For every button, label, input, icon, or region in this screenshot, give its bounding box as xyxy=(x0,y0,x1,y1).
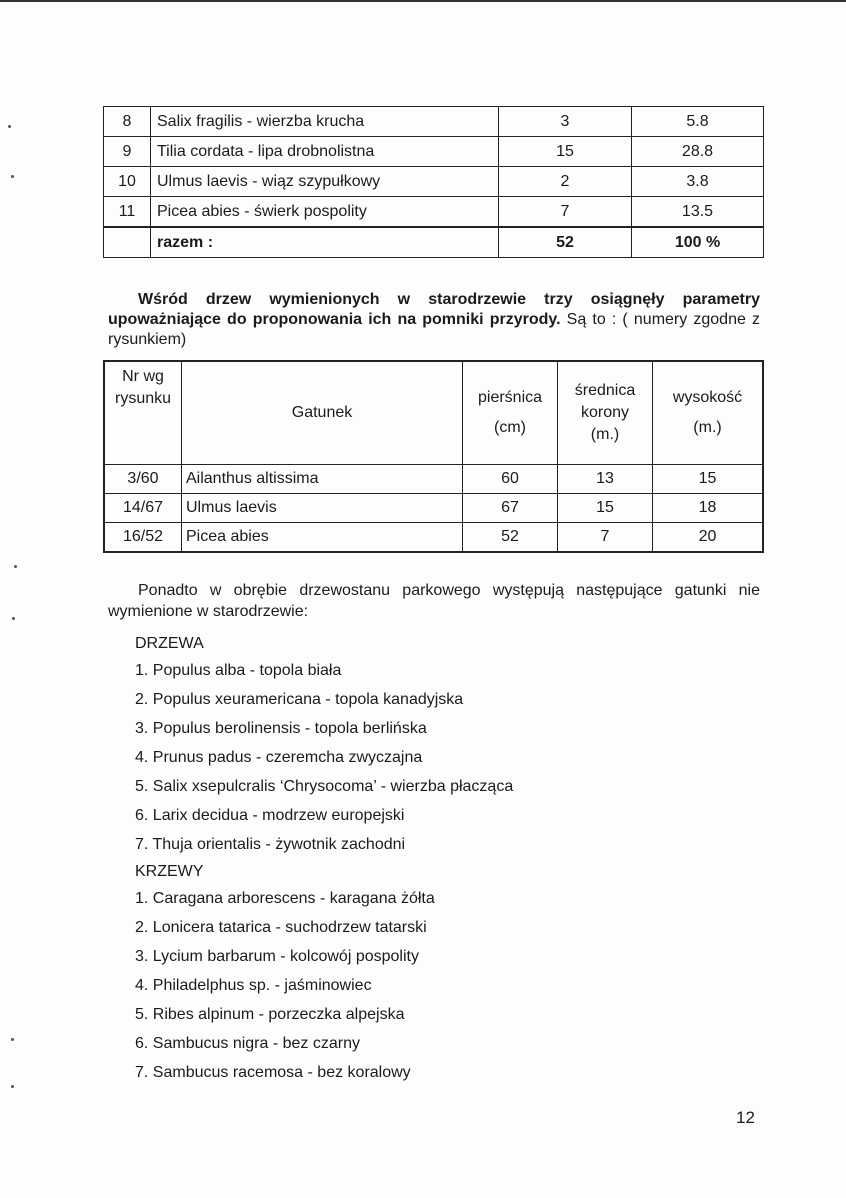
species-name: Picea abies xyxy=(182,523,463,553)
tree-count: 7 xyxy=(499,197,632,228)
crown-value: 15 xyxy=(558,494,653,523)
list-item: 2. Populus xeuramericana - topola kanadyjska xyxy=(135,691,464,708)
header-nr-line2: rysunku xyxy=(114,390,172,407)
list-item: 5. Salix xsepulcralis ‘Chrysocoma’ - wierzba płacząca xyxy=(135,778,514,795)
scan-speck xyxy=(14,565,17,568)
header-dbh xyxy=(463,361,558,465)
monuments-paragraph xyxy=(108,290,760,350)
table-row xyxy=(104,197,764,228)
scan-speck xyxy=(11,1085,14,1088)
figure-number: 14/67 xyxy=(104,494,182,523)
row-number: 9 xyxy=(104,137,151,167)
header-height xyxy=(653,361,764,465)
species-count-table xyxy=(103,106,764,258)
page-top-edge xyxy=(0,0,846,2)
table-header-row xyxy=(104,361,763,465)
list-item: 7. Sambucus racemosa - bez koralowy xyxy=(135,1064,411,1081)
table-row xyxy=(104,494,763,523)
list-item: 6. Larix decidua - modrzew europejski xyxy=(135,807,405,824)
dbh-value: 52 xyxy=(463,523,558,553)
total-row xyxy=(104,227,764,258)
species-name: Picea abies - świerk pospolity xyxy=(151,197,499,228)
crown-value: 13 xyxy=(558,465,653,494)
empty-cell xyxy=(104,227,151,258)
scan-speck xyxy=(8,125,11,128)
header-height-line1: wysokość xyxy=(672,389,743,406)
table-row xyxy=(104,107,764,137)
header-crown-line3: (m.) xyxy=(590,426,620,443)
list-item: 1. Populus alba - topola biała xyxy=(135,662,342,679)
tree-count: 15 xyxy=(499,137,632,167)
percent-share: 5.8 xyxy=(632,107,764,137)
scan-speck xyxy=(12,617,15,620)
species-name: Ailanthus altissima xyxy=(182,465,463,494)
list-item: 2. Lonicera tatarica - suchodrzew tatarski xyxy=(135,919,427,936)
shrubs-heading: KRZEWY xyxy=(135,863,204,880)
height-value: 20 xyxy=(653,523,764,553)
percent-share: 28.8 xyxy=(632,137,764,167)
percent-share: 13.5 xyxy=(632,197,764,228)
table-row xyxy=(104,167,764,197)
header-crown-line2: korony xyxy=(580,404,630,421)
total-count: 52 xyxy=(499,227,632,258)
crown-value: 7 xyxy=(558,523,653,553)
list-item: 3. Lycium barbarum - kolcowój pospolity xyxy=(135,948,419,965)
header-nr-line1: Nr wg xyxy=(122,368,164,385)
header-height-line2: (m.) xyxy=(693,419,722,436)
list-item: 4. Prunus padus - czeremcha zwyczajna xyxy=(135,749,423,766)
header-nr xyxy=(104,361,182,465)
scan-speck xyxy=(11,175,14,178)
species-lists xyxy=(135,631,513,1087)
list-item: 3. Populus berolinensis - topola berlińska xyxy=(135,720,427,737)
header-crown xyxy=(558,361,653,465)
list-item: 7. Thuja orientalis - żywotnik zachodni xyxy=(135,836,406,853)
height-value: 18 xyxy=(653,494,764,523)
figure-number: 3/60 xyxy=(104,465,182,494)
header-dbh-line1: pierśnica xyxy=(477,389,543,406)
tree-count: 3 xyxy=(499,107,632,137)
table-row xyxy=(104,523,763,553)
row-number: 10 xyxy=(104,167,151,197)
row-number: 8 xyxy=(104,107,151,137)
additional-species-paragraph: Ponadto w obrębie drzewostanu parkowego występują następujące gatunki nie wymienione w starodrzewie: xyxy=(108,582,760,620)
species-name: Salix fragilis - wierzba krucha xyxy=(151,107,499,137)
list-item: 4. Philadelphus sp. - jaśminowiec xyxy=(135,977,372,994)
page-number: 12 xyxy=(736,1108,755,1127)
dbh-value: 67 xyxy=(463,494,558,523)
row-number: 11 xyxy=(104,197,151,228)
species-name: Ulmus laevis xyxy=(182,494,463,523)
table-row xyxy=(104,465,763,494)
monuments-paragraph-rest: Są to : ( numery zgodne z rysunkiem) xyxy=(108,311,760,348)
list-item: 1. Caragana arborescens - karagana żółta xyxy=(135,890,435,907)
header-dbh-line2: (cm) xyxy=(494,419,526,436)
percent-share: 3.8 xyxy=(632,167,764,197)
scan-speck xyxy=(11,1038,14,1041)
header-species: Gatunek xyxy=(182,361,463,465)
natural-monuments-table xyxy=(103,360,764,553)
tree-count: 2 xyxy=(499,167,632,197)
header-crown-line1: średnica xyxy=(574,382,636,399)
table-row xyxy=(104,137,764,167)
height-value: 15 xyxy=(653,465,764,494)
list-item: 6. Sambucus nigra - bez czarny xyxy=(135,1035,360,1052)
dbh-value: 60 xyxy=(463,465,558,494)
species-name: Ulmus laevis - wiąz szypułkowy xyxy=(151,167,499,197)
total-percent: 100 % xyxy=(632,227,764,258)
figure-number: 16/52 xyxy=(104,523,182,553)
total-label: razem : xyxy=(151,227,499,258)
monuments-paragraph-bold: Wśród drzew wymienionych w starodrzewie trzy osiągnęły parametry upoważniające do proponowania ich na pomniki przyrody. xyxy=(108,291,760,328)
trees-heading: DRZEWA xyxy=(135,635,204,652)
list-item: 5. Ribes alpinum - porzeczka alpejska xyxy=(135,1006,405,1023)
species-name: Tilia cordata - lipa drobnolistna xyxy=(151,137,499,167)
